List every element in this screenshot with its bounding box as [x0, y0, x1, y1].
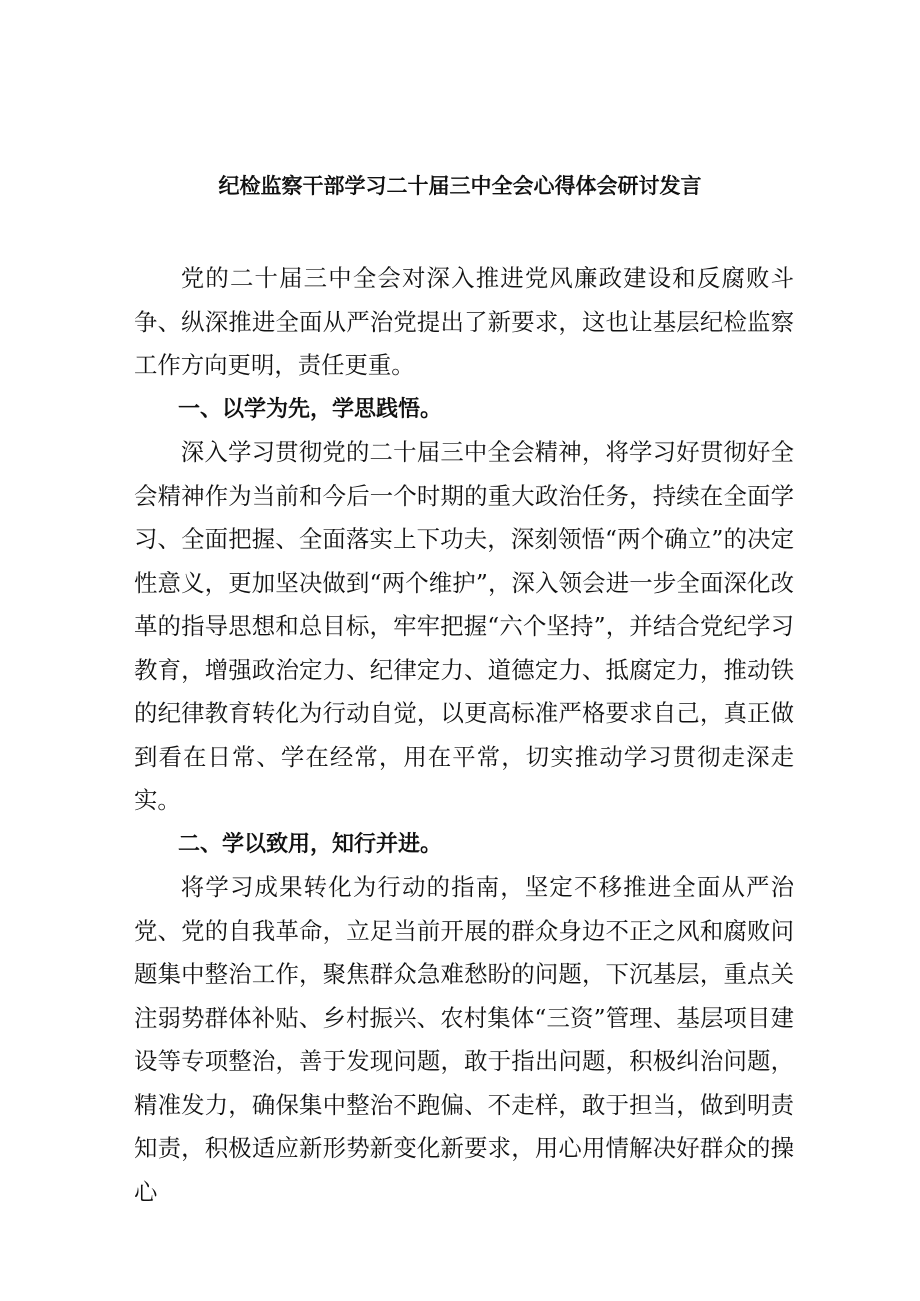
document-title: 纪检监察干部学习二十届三中全会心得体会研讨发言 — [218, 174, 702, 198]
document-body — [134, 257, 794, 1214]
paragraph-intro: 党的二十届三中全会对深入推进党风廉政建设和反腐败斗争、纵深推进全面从严治党提出了新要求，这也让基层纪检监察工作方向更明，责任更重。 — [134, 264, 794, 379]
section-heading-2: 二、学以致用，知行并进。 — [178, 831, 443, 857]
section-heading-1: 一、以学为先，学思践悟。 — [178, 396, 443, 422]
paragraph-section-1: 深入学习贯彻党的二十届三中全会精神，将学习好贯彻好全会精神作为当前和今后一个时期的重大政治任务，持续在全面学习、全面把握、全面落实上下功夫，深刻领悟“两个确立”的决定性意义，更加坚决做到“两个维护”，深入领会进一步全面深化改革的指导思想和总目标，牢牢把握“六个坚持”，并结合党纪学习教育，增强政治定力、纪律定力、道德定力、抵腐定力，推动铁的纪律教育转化为行动自觉，以更高标准严格要求自己，真正做到看在日常、学在经常，用在平常，切实推动学习贯彻走深走实。 — [134, 438, 794, 814]
paragraph-section-2: 将学习成果转化为行动的指南，坚定不移推进全面从严治党、党的自我革命，立足当前开展的群众身边不正之风和腐败问题集中整治工作，聚焦群众急难愁盼的问题，下沉基层，重点关注弱势群体补贴、乡村振兴、农村集体“三资”管理、基层项目建设等专项整治，善于发现问题，敢于指出问题，积极纠治问题，精准发力，确保集中整治不跑偏、不走样，敢于担当，做到明责知责，积极适应新形势新变化新要求，用心用情解决好群众的操心 — [134, 873, 794, 1206]
